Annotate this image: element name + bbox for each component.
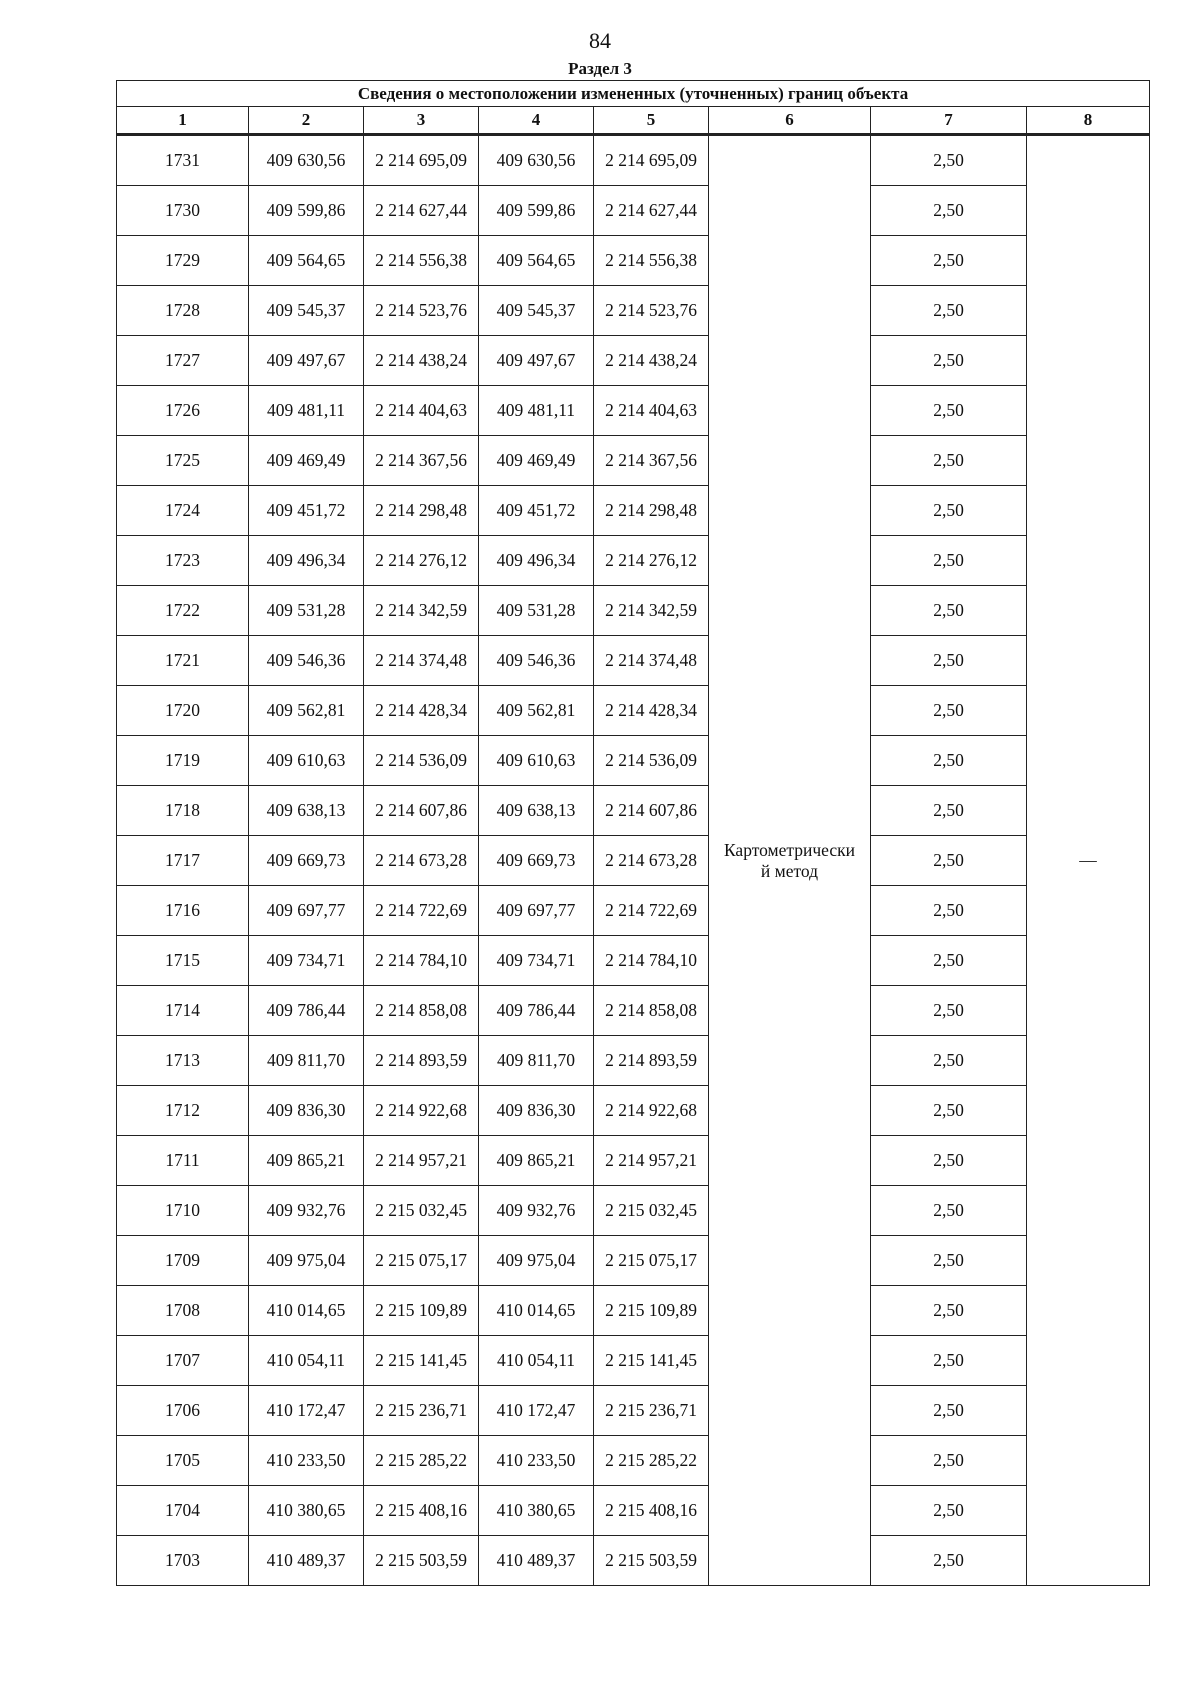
y-existing-cell: 2 214 298,48 — [364, 486, 479, 536]
x-existing-cell: 409 630,56 — [249, 135, 364, 186]
point-number-cell: 1719 — [117, 736, 249, 786]
point-number-cell: 1717 — [117, 836, 249, 886]
x-existing-cell: 409 786,44 — [249, 986, 364, 1036]
y-refined-cell: 2 215 109,89 — [594, 1286, 709, 1336]
x-refined-cell: 409 531,28 — [479, 586, 594, 636]
x-existing-cell: 409 564,65 — [249, 236, 364, 286]
y-existing-cell: 2 214 695,09 — [364, 135, 479, 186]
x-refined-cell: 409 811,70 — [479, 1036, 594, 1086]
page-number: 84 — [589, 28, 611, 53]
y-existing-cell: 2 214 536,09 — [364, 736, 479, 786]
y-refined-cell: 2 214 404,63 — [594, 386, 709, 436]
table-row — [117, 336, 1150, 386]
y-existing-cell: 2 214 428,34 — [364, 686, 479, 736]
x-existing-cell: 409 469,49 — [249, 436, 364, 486]
precision-cell: 2,50 — [871, 1136, 1027, 1186]
y-existing-cell: 2 215 503,59 — [364, 1536, 479, 1586]
column-number-7: 7 — [871, 107, 1027, 135]
x-existing-cell: 410 233,50 — [249, 1436, 364, 1486]
x-existing-cell: 409 546,36 — [249, 636, 364, 686]
y-existing-cell: 2 214 367,56 — [364, 436, 479, 486]
y-existing-cell: 2 215 285,22 — [364, 1436, 479, 1486]
point-number-cell: 1730 — [117, 186, 249, 236]
point-number-cell: 1709 — [117, 1236, 249, 1286]
point-number-cell: 1731 — [117, 135, 249, 186]
y-refined-cell: 2 215 141,45 — [594, 1336, 709, 1386]
x-existing-cell: 409 481,11 — [249, 386, 364, 436]
table-row — [117, 1336, 1150, 1386]
table-row — [117, 936, 1150, 986]
table-row — [117, 636, 1150, 686]
x-existing-cell: 409 932,76 — [249, 1186, 364, 1236]
x-refined-cell: 409 638,13 — [479, 786, 594, 836]
table-row — [117, 586, 1150, 636]
table-row — [117, 135, 1150, 186]
x-refined-cell: 409 451,72 — [479, 486, 594, 536]
y-existing-cell: 2 214 673,28 — [364, 836, 479, 886]
x-refined-cell: 409 865,21 — [479, 1136, 594, 1186]
x-refined-cell: 410 233,50 — [479, 1436, 594, 1486]
point-number-cell: 1715 — [117, 936, 249, 986]
x-existing-cell: 409 451,72 — [249, 486, 364, 536]
precision-cell: 2,50 — [871, 1536, 1027, 1586]
y-refined-cell: 2 215 236,71 — [594, 1386, 709, 1436]
precision-cell: 2,50 — [871, 986, 1027, 1036]
y-refined-cell: 2 214 367,56 — [594, 436, 709, 486]
x-refined-cell: 409 496,34 — [479, 536, 594, 586]
y-existing-cell: 2 214 922,68 — [364, 1086, 479, 1136]
precision-cell: 2,50 — [871, 1436, 1027, 1486]
x-refined-cell: 409 932,76 — [479, 1186, 594, 1236]
x-refined-cell: 409 545,37 — [479, 286, 594, 336]
x-existing-cell: 409 599,86 — [249, 186, 364, 236]
y-existing-cell: 2 214 858,08 — [364, 986, 479, 1036]
x-refined-cell: 410 054,11 — [479, 1336, 594, 1386]
x-refined-cell: 409 481,11 — [479, 386, 594, 436]
x-existing-cell: 409 975,04 — [249, 1236, 364, 1286]
x-existing-cell: 409 865,21 — [249, 1136, 364, 1186]
table-caption: Сведения о местоположении измененных (уточненных) границ объекта — [117, 81, 1150, 107]
precision-cell: 2,50 — [871, 1486, 1027, 1536]
y-existing-cell: 2 214 893,59 — [364, 1036, 479, 1086]
point-number-cell: 1710 — [117, 1186, 249, 1236]
point-number-cell: 1721 — [117, 636, 249, 686]
x-refined-cell: 409 546,36 — [479, 636, 594, 686]
x-existing-cell: 409 610,63 — [249, 736, 364, 786]
x-refined-cell: 409 786,44 — [479, 986, 594, 1036]
point-number-cell: 1729 — [117, 236, 249, 286]
x-refined-cell: 409 975,04 — [479, 1236, 594, 1286]
y-refined-cell: 2 214 556,38 — [594, 236, 709, 286]
precision-cell: 2,50 — [871, 1336, 1027, 1386]
point-number-cell: 1707 — [117, 1336, 249, 1386]
table-row — [117, 1286, 1150, 1336]
x-refined-cell: 409 599,86 — [479, 186, 594, 236]
column-number-4: 4 — [479, 107, 594, 135]
section-title: Раздел 3 — [568, 59, 632, 78]
y-refined-cell: 2 214 298,48 — [594, 486, 709, 536]
point-number-cell: 1722 — [117, 586, 249, 636]
x-existing-cell: 410 172,47 — [249, 1386, 364, 1436]
precision-cell: 2,50 — [871, 636, 1027, 686]
table-row — [117, 1536, 1150, 1586]
x-refined-cell: 409 669,73 — [479, 836, 594, 886]
point-number-cell: 1703 — [117, 1536, 249, 1586]
x-existing-cell: 409 734,71 — [249, 936, 364, 986]
x-existing-cell: 409 562,81 — [249, 686, 364, 736]
y-refined-cell: 2 215 503,59 — [594, 1536, 709, 1586]
x-existing-cell: 409 545,37 — [249, 286, 364, 336]
x-refined-cell: 409 469,49 — [479, 436, 594, 486]
y-refined-cell: 2 214 858,08 — [594, 986, 709, 1036]
x-existing-cell: 409 669,73 — [249, 836, 364, 886]
y-refined-cell: 2 214 673,28 — [594, 836, 709, 886]
x-refined-cell: 409 836,30 — [479, 1086, 594, 1136]
column-number-2: 2 — [249, 107, 364, 135]
column-number-row — [117, 107, 1150, 135]
column-number-1: 1 — [117, 107, 249, 135]
table-row — [117, 1486, 1150, 1536]
table-row — [117, 1036, 1150, 1086]
y-existing-cell: 2 214 342,59 — [364, 586, 479, 636]
column-number-8: 8 — [1027, 107, 1150, 135]
point-number-cell: 1712 — [117, 1086, 249, 1136]
x-existing-cell: 410 489,37 — [249, 1536, 364, 1586]
x-refined-cell: 409 630,56 — [479, 135, 594, 186]
y-refined-cell: 2 214 922,68 — [594, 1086, 709, 1136]
precision-cell: 2,50 — [871, 736, 1027, 786]
precision-cell: 2,50 — [871, 786, 1027, 836]
precision-cell: 2,50 — [871, 1186, 1027, 1236]
point-number-cell: 1720 — [117, 686, 249, 736]
table-row — [117, 686, 1150, 736]
y-existing-cell: 2 214 627,44 — [364, 186, 479, 236]
table-row — [117, 786, 1150, 836]
y-refined-cell: 2 214 374,48 — [594, 636, 709, 686]
x-existing-cell: 409 811,70 — [249, 1036, 364, 1086]
precision-cell: 2,50 — [871, 336, 1027, 386]
x-existing-cell: 410 054,11 — [249, 1336, 364, 1386]
table-row — [117, 1186, 1150, 1236]
y-refined-cell: 2 215 075,17 — [594, 1236, 709, 1286]
point-number-cell: 1708 — [117, 1286, 249, 1336]
y-existing-cell: 2 215 032,45 — [364, 1186, 479, 1236]
y-refined-cell: 2 214 607,86 — [594, 786, 709, 836]
point-number-cell: 1726 — [117, 386, 249, 436]
y-existing-cell: 2 214 404,63 — [364, 386, 479, 436]
x-refined-cell: 409 564,65 — [479, 236, 594, 286]
x-existing-cell: 410 014,65 — [249, 1286, 364, 1336]
y-refined-cell: 2 214 536,09 — [594, 736, 709, 786]
column-number-6: 6 — [709, 107, 871, 135]
x-refined-cell: 409 497,67 — [479, 336, 594, 386]
table-row — [117, 486, 1150, 536]
y-refined-cell: 2 214 722,69 — [594, 886, 709, 936]
y-refined-cell: 2 214 523,76 — [594, 286, 709, 336]
y-existing-cell: 2 214 556,38 — [364, 236, 479, 286]
method-cell — [709, 135, 871, 1586]
y-refined-cell: 2 215 408,16 — [594, 1486, 709, 1536]
point-number-cell: 1716 — [117, 886, 249, 936]
precision-cell: 2,50 — [871, 186, 1027, 236]
x-existing-cell: 409 531,28 — [249, 586, 364, 636]
y-existing-cell: 2 215 109,89 — [364, 1286, 479, 1336]
x-refined-cell: 409 697,77 — [479, 886, 594, 936]
point-number-cell: 1706 — [117, 1386, 249, 1436]
precision-cell: 2,50 — [871, 286, 1027, 336]
y-existing-cell: 2 214 523,76 — [364, 286, 479, 336]
table-row — [117, 886, 1150, 936]
point-number-cell: 1727 — [117, 336, 249, 386]
x-refined-cell: 410 380,65 — [479, 1486, 594, 1536]
point-number-cell: 1718 — [117, 786, 249, 836]
y-refined-cell: 2 214 627,44 — [594, 186, 709, 236]
precision-cell: 2,50 — [871, 236, 1027, 286]
precision-cell: 2,50 — [871, 586, 1027, 636]
precision-cell: 2,50 — [871, 836, 1027, 886]
column-8-cell: — — [1027, 135, 1150, 1586]
x-existing-cell: 410 380,65 — [249, 1486, 364, 1536]
x-existing-cell: 409 496,34 — [249, 536, 364, 586]
point-number-cell: 1728 — [117, 286, 249, 336]
precision-cell: 2,50 — [871, 1086, 1027, 1136]
column-number-5: 5 — [594, 107, 709, 135]
x-refined-cell: 409 734,71 — [479, 936, 594, 986]
table-row — [117, 1136, 1150, 1186]
precision-cell: 2,50 — [871, 1286, 1027, 1336]
point-number-cell: 1724 — [117, 486, 249, 536]
precision-cell: 2,50 — [871, 1386, 1027, 1436]
method-line-2: й метод — [760, 860, 819, 881]
x-existing-cell: 409 836,30 — [249, 1086, 364, 1136]
table-caption-row — [117, 81, 1150, 107]
x-existing-cell: 409 638,13 — [249, 786, 364, 836]
y-refined-cell: 2 214 784,10 — [594, 936, 709, 986]
table-row — [117, 386, 1150, 436]
table-row — [117, 736, 1150, 786]
precision-cell: 2,50 — [871, 686, 1027, 736]
x-refined-cell: 409 610,63 — [479, 736, 594, 786]
y-refined-cell: 2 214 428,34 — [594, 686, 709, 736]
precision-cell: 2,50 — [871, 486, 1027, 536]
y-refined-cell: 2 214 276,12 — [594, 536, 709, 586]
table-row — [117, 836, 1150, 886]
precision-cell: 2,50 — [871, 936, 1027, 986]
x-refined-cell: 410 172,47 — [479, 1386, 594, 1436]
table-row — [117, 186, 1150, 236]
table-row — [117, 1386, 1150, 1436]
y-existing-cell: 2 214 784,10 — [364, 936, 479, 986]
table-row — [117, 236, 1150, 286]
precision-cell: 2,50 — [871, 1036, 1027, 1086]
x-refined-cell: 409 562,81 — [479, 686, 594, 736]
y-refined-cell: 2 214 957,21 — [594, 1136, 709, 1186]
precision-cell: 2,50 — [871, 886, 1027, 936]
point-number-cell: 1714 — [117, 986, 249, 1036]
column-number-3: 3 — [364, 107, 479, 135]
point-number-cell: 1704 — [117, 1486, 249, 1536]
y-existing-cell: 2 215 075,17 — [364, 1236, 479, 1286]
table-row — [117, 436, 1150, 486]
table-row — [117, 986, 1150, 1036]
precision-cell: 2,50 — [871, 386, 1027, 436]
table-row — [117, 1436, 1150, 1486]
point-number-cell: 1723 — [117, 536, 249, 586]
precision-cell: 2,50 — [871, 536, 1027, 586]
boundary-coordinates-table — [116, 80, 1150, 1586]
x-existing-cell: 409 697,77 — [249, 886, 364, 936]
table-row — [117, 1086, 1150, 1136]
y-existing-cell: 2 215 408,16 — [364, 1486, 479, 1536]
y-existing-cell: 2 214 438,24 — [364, 336, 479, 386]
y-existing-cell: 2 214 374,48 — [364, 636, 479, 686]
y-existing-cell: 2 214 722,69 — [364, 886, 479, 936]
precision-cell: 2,50 — [871, 1236, 1027, 1286]
y-existing-cell: 2 215 236,71 — [364, 1386, 479, 1436]
precision-cell: 2,50 — [871, 135, 1027, 186]
y-refined-cell: 2 214 893,59 — [594, 1036, 709, 1086]
x-existing-cell: 409 497,67 — [249, 336, 364, 386]
y-refined-cell: 2 214 342,59 — [594, 586, 709, 636]
point-number-cell: 1711 — [117, 1136, 249, 1186]
x-refined-cell: 410 014,65 — [479, 1286, 594, 1336]
point-number-cell: 1705 — [117, 1436, 249, 1486]
table-row — [117, 286, 1150, 336]
y-refined-cell: 2 214 695,09 — [594, 135, 709, 186]
table-row — [117, 1236, 1150, 1286]
y-existing-cell: 2 215 141,45 — [364, 1336, 479, 1386]
y-existing-cell: 2 214 957,21 — [364, 1136, 479, 1186]
y-refined-cell: 2 214 438,24 — [594, 336, 709, 386]
y-existing-cell: 2 214 276,12 — [364, 536, 479, 586]
method-line-1: Картометрически — [723, 839, 856, 860]
table-row — [117, 536, 1150, 586]
y-refined-cell: 2 215 285,22 — [594, 1436, 709, 1486]
point-number-cell: 1725 — [117, 436, 249, 486]
point-number-cell: 1713 — [117, 1036, 249, 1086]
y-existing-cell: 2 214 607,86 — [364, 786, 479, 836]
y-refined-cell: 2 215 032,45 — [594, 1186, 709, 1236]
precision-cell: 2,50 — [871, 436, 1027, 486]
x-refined-cell: 410 489,37 — [479, 1536, 594, 1586]
